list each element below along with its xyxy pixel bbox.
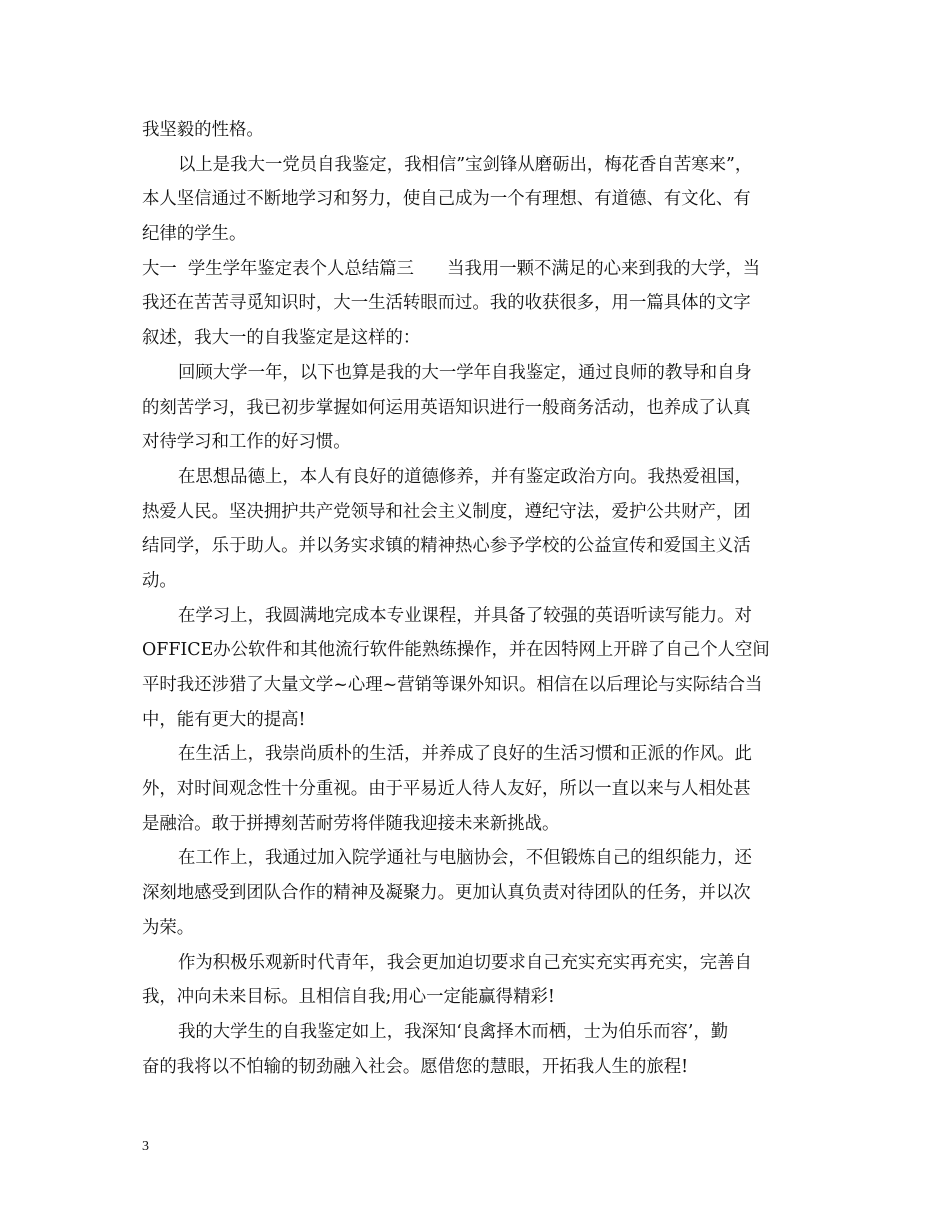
text-line: 在思想品德上，本人有良好的道德修养，并有鉴定政治方向。我热爱祖国， — [178, 466, 752, 487]
text-line: 结同学，乐于助人。并以务实求镇的精神热心参予学校的公益宣传和爱国主义活 — [142, 536, 751, 557]
text-line: 对待学习和工作的好习惯。 — [142, 432, 351, 453]
text-line: 的刻苦学习，我已初步掌握如何运用英语知识进行一般商务活动，也养成了认真 — [142, 397, 751, 418]
page-number: 3 — [142, 1139, 149, 1154]
document-body — [142, 113, 814, 1084]
text-line: 深刻地感受到团队合作的精神及凝聚力。更加认真负责对待团队的任务，并以次 — [142, 883, 751, 904]
text-line: 平时我还涉猎了大量文学~心理~营销等课外知识。相信在以后理论与实际结合当 — [142, 675, 763, 695]
text-line: 我坚毅的性格。 — [142, 120, 264, 140]
text-line: 叙述，我大一的自我鉴定是这样的： — [142, 328, 421, 349]
text-line: 本人坚信通过不断地学习和努力，使自己成为一个有理想、有道德、有文化、有 — [142, 189, 751, 210]
text-line: 大一 学生学年鉴定表个人总结篇三 当我用一颗不满足的心来到我的大学，当 — [142, 258, 761, 279]
text-line: 以上是我大一党员自我鉴定，我相信”宝剑锋从磨砺出，梅花香自苦寒来”， — [178, 154, 753, 175]
text-line: 是融洽。敢于拼搏刻苦耐劳将伴随我迎接未来新挑战。 — [142, 813, 560, 834]
text-line: 中，能有更大的提高! — [142, 709, 306, 730]
text-line: 我，冲向未来目标。且相信自我;用心一定能赢得精彩! — [142, 987, 555, 1008]
text-line: 奋的我将以不怕输的韧劲融入社会。愿借您的慧眼，开拓我人生的旅程! — [142, 1056, 689, 1077]
text-line: 外，对时间观念性十分重视。由于平易近人待人友好，所以一直以来与人相处甚 — [142, 779, 751, 800]
text-line: 热爱人民。坚决拥护共产党领导和社会主义制度，遵纪守法，爱护公共财产，团 — [142, 501, 751, 522]
text-line: 作为积极乐观新时代青年，我会更加迫切要求自己充实充实再充实，完善自 — [178, 952, 752, 973]
text-line: 动。 — [142, 570, 177, 591]
text-line: 我还在苦苦寻觅知识时，大一生活转眼而过。我的收获很多，用一篇具体的文字 — [142, 293, 751, 314]
text-line: 为荣。 — [142, 917, 195, 938]
text-line: 纪律的学生。 — [142, 224, 247, 245]
text-line: 我的大学生的自我鉴定如上，我深知‘良禽择木而栖，士为伯乐而容’，勤 — [178, 1021, 729, 1042]
text-line: 在生活上，我崇尚质朴的生活，并养成了良好的生活习惯和正派的作风。此 — [178, 744, 752, 765]
text-line: 在学习上，我圆满地完成本专业课程，并具备了较强的英语听读写能力。对 — [178, 605, 752, 626]
text-line: 回顾大学一年，以下也算是我的大一学年自我鉴定，通过良师的教导和自身 — [178, 362, 752, 383]
text-line: 在工作上，我通过加入院学通社与电脑协会，不但锻炼自己的组织能力，还 — [178, 848, 752, 869]
text-line: OFFICE办公软件和其他流行软件能熟练操作，并在因特网上开辟了自己个人空间 — [142, 640, 770, 661]
